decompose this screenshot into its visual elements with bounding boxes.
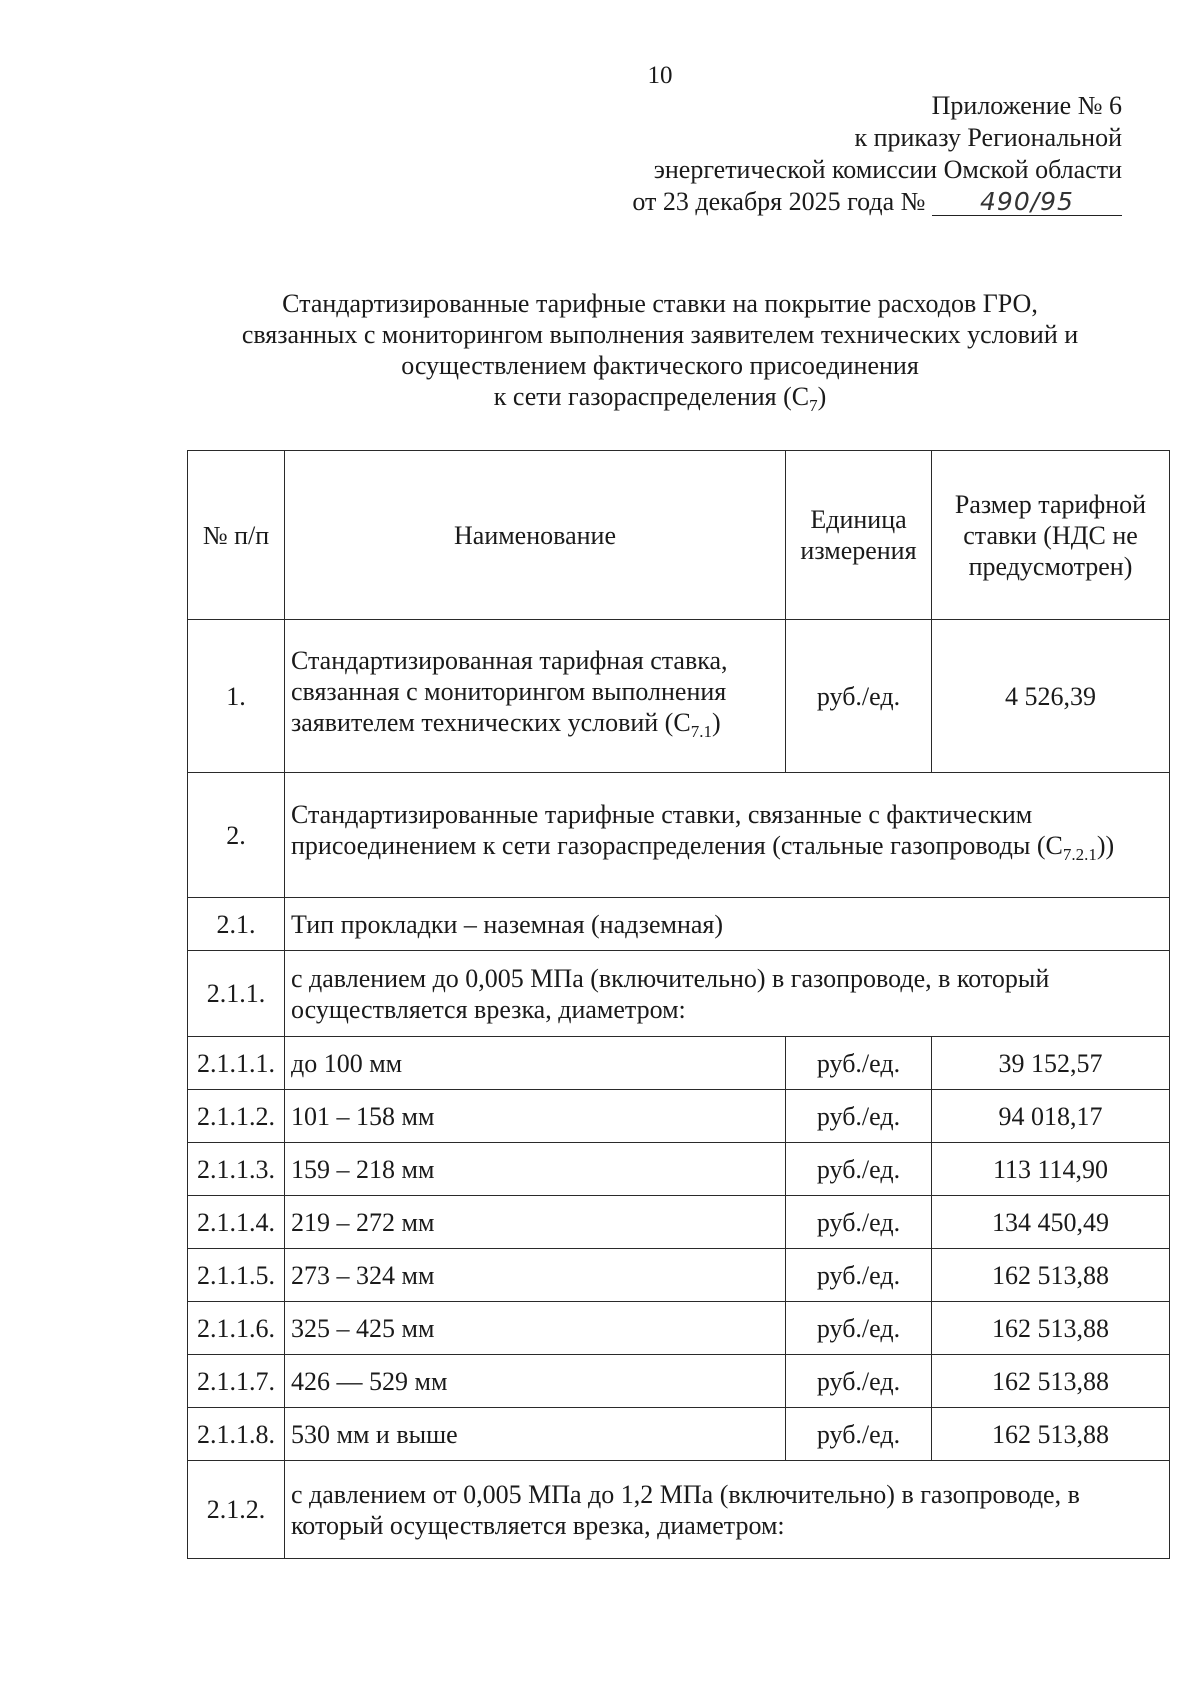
- appendix-line-4: [632, 186, 1122, 218]
- row-name: с давлением до 0,005 МПа (включительно) в газопроводе, в который осуществляется врезка, диаметром:: [285, 951, 1170, 1037]
- table-row: [188, 1249, 1170, 1302]
- row-num: 2.1.1.7.: [188, 1355, 285, 1408]
- row-name: 101 – 158 мм: [285, 1090, 786, 1143]
- row-unit: руб./ед.: [786, 1355, 932, 1408]
- table-row: [188, 1090, 1170, 1143]
- row-rate: 4 526,39: [932, 620, 1170, 773]
- row-unit: руб./ед.: [786, 620, 932, 773]
- table-row: [188, 1143, 1170, 1196]
- title-line-1: Стандартизированные тарифные ставки на покрытие расходов ГРО,: [282, 289, 1038, 318]
- row-unit: руб./ед.: [786, 1143, 932, 1196]
- header-unit: Единица измерения: [786, 451, 932, 620]
- row-name: 273 – 324 мм: [285, 1249, 786, 1302]
- title-line-4: к сети газораспределения $(С_7)$: [493, 382, 827, 416]
- row-num: 1.: [188, 620, 285, 773]
- row-name: Стандартизированные тарифные ставки, связанные с фактическим присоединением к сети газораспределения (стальные газопроводы $(С_{7.2.1})$): [285, 773, 1170, 898]
- table-row: [188, 1408, 1170, 1461]
- table-row: [188, 898, 1170, 951]
- row-name: 159 – 218 мм: [285, 1143, 786, 1196]
- order-number-handwritten: 490/95: [932, 189, 1122, 216]
- title-line-2: связанных с мониторингом выполнения заявителем технических условий и: [241, 320, 1079, 349]
- row-rate: 94 018,17: [932, 1090, 1170, 1143]
- row-unit: руб./ед.: [786, 1037, 932, 1090]
- row-name: с давлением от 0,005 МПа до 1,2 МПа (включительно) в газопроводе, в который осуществляется врезка, диаметром:: [285, 1461, 1170, 1559]
- table-row: [188, 1302, 1170, 1355]
- appendix-line-3: энергетической комиссии Омской области: [653, 155, 1122, 184]
- row-name: 530 мм и выше: [285, 1408, 786, 1461]
- table-header-row: [188, 451, 1170, 620]
- header-rate: Размер тарифной ставки (НДС не предусмотрен): [932, 451, 1170, 620]
- row-rate: 39 152,57: [932, 1037, 1170, 1090]
- row-name: Тип прокладки – наземная (надземная): [285, 898, 1170, 951]
- row-num: 2.1.1.5.: [188, 1249, 285, 1302]
- table-row: [188, 1461, 1170, 1559]
- table-row: [188, 773, 1170, 898]
- row-name: 219 – 272 мм: [285, 1196, 786, 1249]
- header-num: № п/п: [188, 451, 285, 620]
- row-unit: руб./ед.: [786, 1408, 932, 1461]
- row-num: 2.1.1.3.: [188, 1143, 285, 1196]
- table-row: [188, 1196, 1170, 1249]
- row-num: 2.1.1.2.: [188, 1090, 285, 1143]
- row-name: 325 – 425 мм: [285, 1302, 786, 1355]
- row-rate: 113 114,90: [932, 1143, 1170, 1196]
- row-unit: руб./ед.: [786, 1302, 932, 1355]
- appendix-header: [632, 90, 1122, 218]
- table-row: [188, 951, 1170, 1037]
- table-row: [188, 1037, 1170, 1090]
- row-num: 2.1.1.1.: [188, 1037, 285, 1090]
- row-rate: 162 513,88: [932, 1249, 1170, 1302]
- row-rate: 162 513,88: [932, 1355, 1170, 1408]
- header-name: Наименование: [285, 451, 786, 620]
- appendix-line-1: Приложение № 6: [931, 91, 1122, 120]
- row-num: 2.: [188, 773, 285, 898]
- order-date-text: от 23 декабря 2025 года №: [632, 187, 926, 216]
- tariff-table: [187, 450, 1170, 1559]
- row-num: 2.1.1.8.: [188, 1408, 285, 1461]
- row-name: Стандартизированная тарифная ставка, связанная с мониторингом выполнения заявителем технических условий $(С_{7.1})$: [285, 620, 786, 773]
- row-unit: руб./ед.: [786, 1090, 932, 1143]
- row-unit: руб./ед.: [786, 1249, 932, 1302]
- row-num: 2.1.1.6.: [188, 1302, 285, 1355]
- row-rate: 162 513,88: [932, 1302, 1170, 1355]
- row-rate: 162 513,88: [932, 1408, 1170, 1461]
- row-num: 2.1.2.: [188, 1461, 285, 1559]
- row-unit: руб./ед.: [786, 1196, 932, 1249]
- appendix-line-2: к приказу Региональной: [854, 123, 1122, 152]
- row-num: 2.1.1.4.: [188, 1196, 285, 1249]
- page-number: 10: [647, 62, 673, 89]
- title-line-3: осуществлением фактического присоединения: [401, 351, 919, 380]
- row-name: 426 — 529 мм: [285, 1355, 786, 1408]
- document-title: [180, 288, 1140, 421]
- table-row: [188, 1355, 1170, 1408]
- table-row: [188, 620, 1170, 773]
- row-num: 2.1.: [188, 898, 285, 951]
- row-rate: 134 450,49: [932, 1196, 1170, 1249]
- row-name: до 100 мм: [285, 1037, 786, 1090]
- row-num: 2.1.1.: [188, 951, 285, 1037]
